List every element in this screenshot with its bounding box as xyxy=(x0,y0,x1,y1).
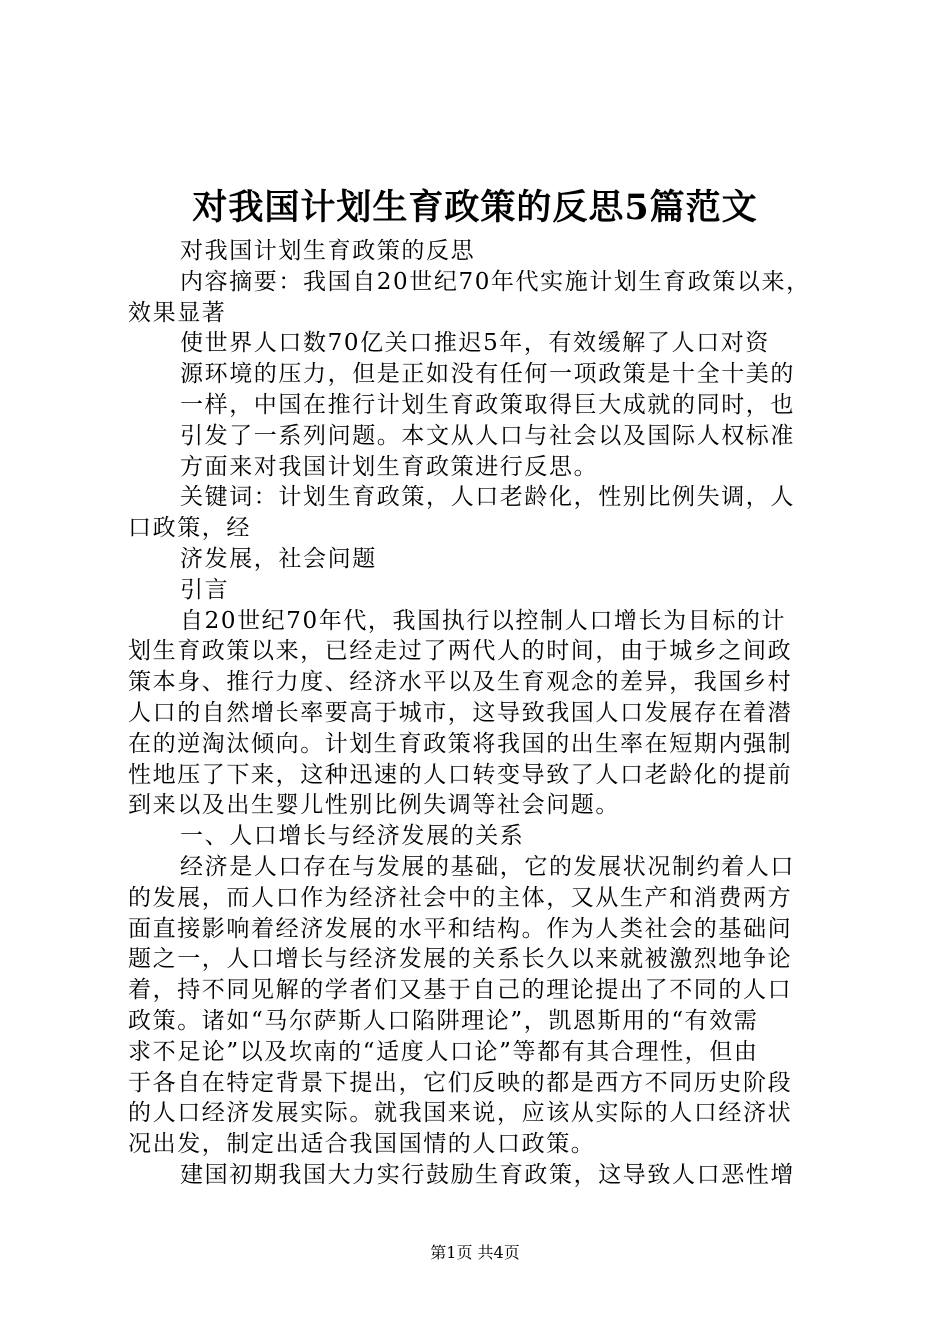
body-line: 使世界人口数70亿关口推迟5年，有效缓解了人口对资 xyxy=(180,330,770,357)
body-line: 划生育政策以来，已经走过了两代人的时间，由于城乡之间政 xyxy=(128,638,793,665)
document-title: 对我国计划生育政策的反思5篇范文 xyxy=(192,187,758,228)
body-line: 人口的自然增长率要高于城市，这导致我国人口发展存在着潜 xyxy=(128,699,793,726)
body-line: 着，持不同见解的学者们又基于自己的理论提出了不同的人口 xyxy=(128,977,793,1004)
body-line: 况出发，制定出适合我国国情的人口政策。 xyxy=(128,1131,596,1158)
body-line: 于各自在特定背景下提出，它们反映的都是西方不同历史阶段 xyxy=(128,1069,793,1096)
body-line: 关键词：计划生育政策，人口老龄化，性别比例失调，人 xyxy=(180,484,795,511)
body-line: 自20世纪70年代，我国执行以控制人口增长为目标的计 xyxy=(180,607,787,634)
body-line: 政策。诸如“马尔萨斯人口陷阱理论”，凯恩斯用的“有效需 xyxy=(128,1007,759,1034)
body-line: 一样，中国在推行计划生育政策取得巨大成就的同时，也 xyxy=(180,391,795,418)
body-line: 内容摘要：我国自20世纪70年代实施计划生育政策以来， xyxy=(180,268,811,295)
body-line: 方面来对我国计划生育政策进行反思。 xyxy=(180,453,599,480)
body-line: 到来以及出生婴儿性别比例失调等社会问题。 xyxy=(128,792,620,819)
body-line: 引发了一系列问题。本文从人口与社会以及国际人权标准 xyxy=(180,422,795,449)
page-footer: 第1页 共4页 xyxy=(430,1243,520,1262)
body-line: 的发展，而人口作为经济社会中的主体，又从生产和消费两方 xyxy=(128,884,793,911)
body-line: 在的逆淘汰倾向。计划生育政策将我国的出生率在短期内强制 xyxy=(128,730,793,757)
body-line: 求不足论”以及坎南的“适度人口论”等都有其合理性，但由 xyxy=(128,1038,759,1065)
body-line: 口政策，经 xyxy=(128,515,251,542)
body-line: 济发展，社会问题 xyxy=(180,545,377,572)
body-line: 性地压了下来，这种迅速的人口转变导致了人口老龄化的提前 xyxy=(128,761,793,788)
body-line: 一、人口增长与经济发展的关系 xyxy=(180,823,525,850)
body-line: 的人口经济发展实际。就我国来说，应该从实际的人口经济状 xyxy=(128,1100,793,1127)
body-line: 面直接影响着经济发展的水平和结构。作为人类社会的基础问 xyxy=(128,915,793,942)
body-line: 对我国计划生育政策的反思 xyxy=(180,238,476,264)
body-line: 建国初期我国大力实行鼓励生育政策，这导致人口恶性增 xyxy=(180,1161,795,1188)
body-line: 效果显著 xyxy=(128,299,227,326)
body-line: 引言 xyxy=(180,576,230,603)
body-line: 策本身、推行力度、经济水平以及生育观念的差异，我国乡村 xyxy=(128,669,793,696)
body-line: 经济是人口存在与发展的基础，它的发展状况制约着人口 xyxy=(180,853,795,880)
body-line: 题之一，人口增长与经济发展的关系长久以来就被激烈地争论 xyxy=(128,946,793,973)
body-line: 源环境的压力，但是正如没有任何一项政策是十全十美的 xyxy=(180,361,795,388)
document-body xyxy=(128,236,828,1191)
